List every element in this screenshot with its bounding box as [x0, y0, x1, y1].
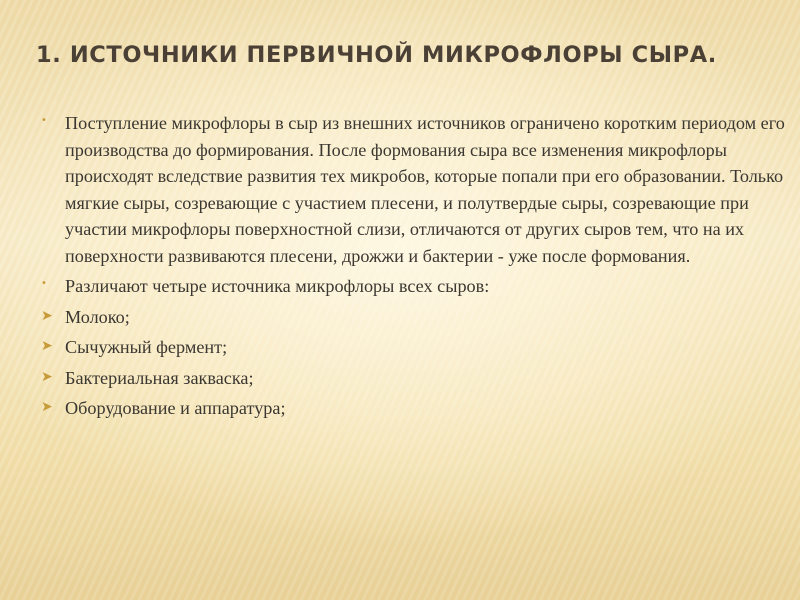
paragraph-text: Поступление микрофлоры в сыр из внешних источников ограничено коротким периодом его производства до формирования. После формования сыра все изменения микрофлоры происходят вследствие развития тех микробов, которые попали при его образовании. Только мягкие сыры, созревающие с участием плесени, и полутвердые сыры, созревающие при участии микрофлоры поверхностной слизи, отличаются от других сыров тем, что на их поверхности развиваются плесени, дрожжи и бактерии - уже после формования. [65, 113, 785, 266]
source-text: Сычужный фермент; [65, 337, 228, 357]
arrowhead-bullet-icon: ➤ [41, 399, 53, 415]
list-item-source-milk [40, 304, 785, 331]
arrowhead-bullet-icon: ➤ [41, 338, 53, 354]
list-item-paragraph-2 [40, 273, 785, 300]
list-item-source-starter [40, 365, 785, 392]
source-text: Оборудование и аппаратура; [65, 398, 286, 418]
slide-body [40, 110, 785, 426]
source-text: Бактериальная закваска; [65, 367, 254, 388]
arrowhead-bullet-icon: ➤ [41, 368, 53, 385]
arrowhead-bullet-icon: ➤ [41, 307, 53, 324]
dot-bullet-icon: • [41, 115, 47, 126]
paragraph-text: Различают четыре источника микрофлоры всех сыров: [65, 276, 490, 296]
list-item-source-equipment [40, 395, 785, 422]
dot-bullet-icon: • [41, 278, 47, 289]
slide-title: 1. ИСТОЧНИКИ ПЕРВИЧНОЙ МИКРОФЛОРЫ СЫРА. [36, 42, 717, 68]
source-text: Молоко; [65, 306, 130, 327]
list-item-paragraph-1 [40, 110, 785, 269]
list-item-source-rennet [40, 334, 785, 361]
